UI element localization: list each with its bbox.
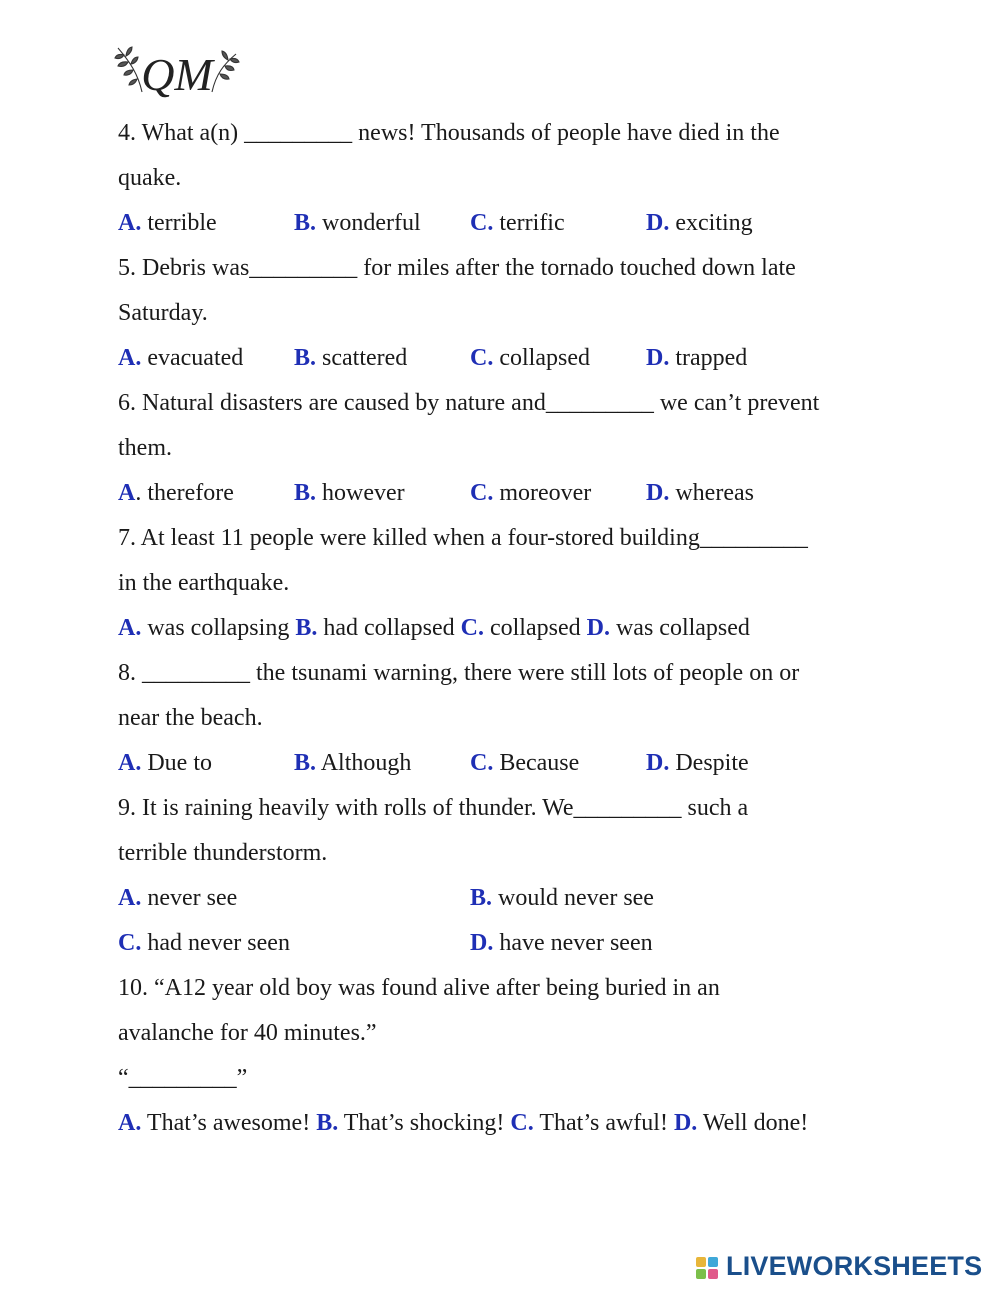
option-d[interactable] xyxy=(646,741,749,786)
worksheet-content xyxy=(118,111,918,1146)
liveworksheets-logo-icon xyxy=(696,1257,722,1281)
option-letter: A. xyxy=(118,345,142,371)
option-text: exciting xyxy=(669,210,753,236)
option-c[interactable] xyxy=(470,471,591,516)
question-6-stem-line: them. xyxy=(118,435,172,461)
option-letter: A. xyxy=(118,615,142,641)
option-text: . therefore xyxy=(135,480,234,506)
question-8-options-row xyxy=(118,741,918,786)
liveworksheets-brand: LIVEWORKSHEETS xyxy=(726,1251,983,1281)
option-letter: A. xyxy=(118,1110,142,1136)
question-8-stem-line: near the beach. xyxy=(118,705,263,731)
option-text: have never seen xyxy=(493,930,653,956)
liveworksheets-footer xyxy=(696,1253,996,1287)
option-c[interactable] xyxy=(510,1101,674,1146)
option-text: Although xyxy=(316,750,412,776)
option-text: however xyxy=(316,480,405,506)
option-a[interactable] xyxy=(118,606,295,651)
option-letter: D. xyxy=(470,930,494,956)
option-letter: C. xyxy=(470,480,494,506)
option-letter: D. xyxy=(646,345,670,371)
option-text: That’s shocking! xyxy=(338,1110,511,1136)
question-7-stem-line: 7. At least 11 people were killed when a four-stored building_________ xyxy=(118,525,808,551)
option-a[interactable] xyxy=(118,471,234,516)
question-10-stem-line: avalanche for 40 minutes.” xyxy=(118,1020,377,1046)
option-text: collapsed xyxy=(483,615,587,641)
option-d[interactable] xyxy=(646,471,754,516)
option-letter: B. xyxy=(294,480,317,506)
option-letter: B. xyxy=(470,885,493,911)
option-b[interactable] xyxy=(294,336,407,381)
option-text: whereas xyxy=(669,480,754,506)
question-6-options-row xyxy=(118,471,918,516)
question-4-options-row xyxy=(118,201,918,246)
option-b[interactable] xyxy=(294,201,421,246)
option-d[interactable] xyxy=(646,201,753,246)
question-8-stem-line: 8. _________ the tsunami warning, there were still lots of people on or xyxy=(118,660,800,686)
option-letter: D. xyxy=(646,210,670,236)
option-text: terrific xyxy=(493,210,565,236)
option-d[interactable] xyxy=(674,1101,808,1146)
option-text: That’s awful! xyxy=(533,1110,674,1136)
option-text: was collapsed xyxy=(609,615,750,641)
option-a[interactable] xyxy=(118,1101,316,1146)
option-text: was collapsing xyxy=(141,615,296,641)
option-c[interactable] xyxy=(118,921,290,966)
logo-text: QM xyxy=(141,49,213,100)
option-text: would never see xyxy=(492,885,654,911)
option-text: had collapsed xyxy=(317,615,461,641)
option-text: never see xyxy=(141,885,238,911)
option-letter: B. xyxy=(294,345,317,371)
option-text: collapsed xyxy=(493,345,590,371)
option-letter: D. xyxy=(586,615,610,641)
question-5-stem-line: Saturday. xyxy=(118,300,208,326)
option-letter: B. xyxy=(295,615,318,641)
option-a[interactable] xyxy=(118,201,217,246)
option-letter: C. xyxy=(470,345,494,371)
option-text: Because xyxy=(493,750,580,776)
option-text: wonderful xyxy=(316,210,421,236)
question-4-stem-line: quake. xyxy=(118,165,182,191)
question-9-options-row xyxy=(118,876,918,921)
option-text: moreover xyxy=(493,480,592,506)
question-9-options-row xyxy=(118,921,918,966)
option-b[interactable] xyxy=(316,1101,510,1146)
question-10-options-row xyxy=(118,1101,918,1146)
qm-logo xyxy=(112,40,242,102)
option-text: Despite xyxy=(669,750,749,776)
laurel-monogram-icon xyxy=(112,40,242,102)
option-b[interactable] xyxy=(470,876,654,921)
option-letter: D. xyxy=(673,1110,698,1136)
option-d[interactable] xyxy=(646,336,747,381)
question-5-stem-line: 5. Debris was_________ for miles after the tornado touched down late xyxy=(118,255,796,281)
question-9-stem-line: 9. It is raining heavily with rolls of thunder. We_________ such a xyxy=(118,795,749,821)
option-letter: C. xyxy=(510,1110,534,1136)
option-text: evacuated xyxy=(141,345,244,371)
question-5-options-row xyxy=(118,336,918,381)
option-letter: A. xyxy=(118,210,142,236)
option-b[interactable] xyxy=(294,741,411,786)
option-letter: A. xyxy=(118,885,142,911)
question-9-stem-line: terrible thunderstorm. xyxy=(118,840,328,866)
option-letter: A. xyxy=(118,750,142,776)
option-letter: D. xyxy=(646,750,670,776)
option-a[interactable] xyxy=(118,876,237,921)
question-10-stem-line: “_________” xyxy=(118,1065,248,1091)
option-letter: C. xyxy=(470,210,494,236)
question-10-stem-line: 10. “A12 year old boy was found alive after being buried in an xyxy=(118,975,720,1001)
option-d[interactable] xyxy=(470,921,653,966)
option-c[interactable] xyxy=(461,606,587,651)
option-letter: C. xyxy=(470,750,494,776)
option-a[interactable] xyxy=(118,336,243,381)
option-letter: B. xyxy=(294,750,317,776)
question-4-stem-line: 4. What a(n) _________ news! Thousands of people have died in the xyxy=(118,120,780,146)
option-letter: B. xyxy=(294,210,317,236)
option-letter: A xyxy=(118,480,136,506)
option-c[interactable] xyxy=(470,201,565,246)
option-text: scattered xyxy=(316,345,408,371)
option-text: had never seen xyxy=(141,930,290,956)
option-c[interactable] xyxy=(470,336,590,381)
option-text: That’s awesome! xyxy=(141,1110,317,1136)
option-letter: D. xyxy=(646,480,670,506)
option-text: trapped xyxy=(669,345,748,371)
option-c[interactable] xyxy=(470,741,579,786)
option-a[interactable] xyxy=(118,741,212,786)
question-7-options-row xyxy=(118,606,918,651)
question-7-stem-line: in the earthquake. xyxy=(118,570,290,596)
option-b[interactable] xyxy=(295,606,460,651)
option-text: Well done! xyxy=(697,1110,809,1136)
option-d[interactable] xyxy=(587,606,750,651)
option-text: terrible xyxy=(141,210,217,236)
option-text: Due to xyxy=(141,750,212,776)
option-letter: C. xyxy=(460,615,484,641)
question-6-stem-line: 6. Natural disasters are caused by nature and_________ we can’t prevent xyxy=(118,390,820,416)
option-b[interactable] xyxy=(294,471,405,516)
option-letter: B. xyxy=(316,1110,339,1136)
option-letter: C. xyxy=(118,930,142,956)
